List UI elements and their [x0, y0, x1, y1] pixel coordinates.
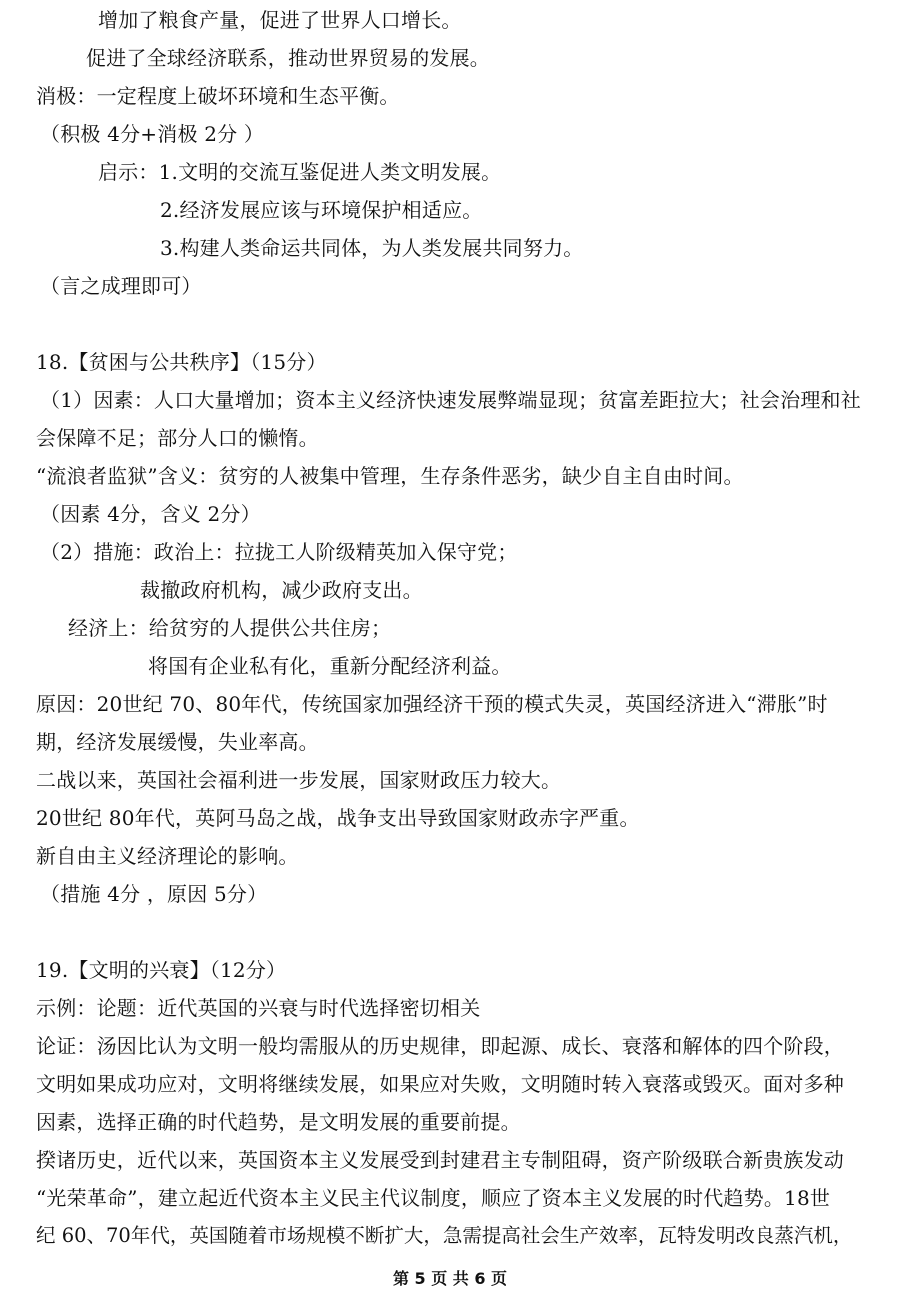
score-note: （因素 4分，含义 2分） [40, 502, 261, 526]
text-line: “光荣革命”，建立起近代资本主义民主代议制度，顺应了资本主义发展的时代趋势。18世 [36, 1186, 831, 1210]
text-line: 2.经济发展应该与环境保护相适应。 [160, 198, 483, 222]
text-line: 示例：论题：近代英国的兴衰与时代选择密切相关 [36, 996, 481, 1020]
text-line: 揆诸历史，近代以来，英国资本主义发展受到封建君主专制阻碍，资产阶级联合新贵族发动 [36, 1148, 844, 1172]
text-line: 3.构建人类命运共同体，为人类发展共同努力。 [160, 236, 584, 260]
text-line: （2）措施：政治上：拉拢工人阶级精英加入保守党； [40, 540, 518, 564]
score-note: （积极 4分+消极 2分 ） [40, 122, 265, 146]
text-line: “流浪者监狱”含义：贫穷的人被集中管理，生存条件恶劣，缺少自主自由时间。 [36, 464, 744, 488]
text-line: 二战以来，英国社会福利进一步发展，国家财政压力较大。 [36, 768, 562, 792]
text-line: 增加了粮食产量，促进了世界人口增长。 [98, 8, 462, 32]
text-line: 消极：一定程度上破坏环境和生态平衡。 [36, 84, 400, 108]
text-line: 纪 60、70年代，英国随着市场规模不断扩大，急需提高社会生产效率，瓦特发明改良蒸汽机， [36, 1224, 853, 1247]
text-line: 20世纪 80年代，英阿马岛之战，战争支出导致国家财政赤字严重。 [36, 806, 640, 830]
score-note: （言之成理即可） [40, 274, 202, 298]
text-line: 经济上：给贫穷的人提供公共住房； [68, 616, 392, 640]
text-line: 因素，选择正确的时代趋势，是文明发展的重要前提。 [36, 1110, 521, 1134]
text-line: 将国有企业私有化，重新分配经济利益。 [148, 654, 512, 678]
text-line: 期，经济发展缓慢，失业率高。 [36, 730, 319, 754]
text-line: 会保障不足；部分人口的懒惰。 [36, 426, 319, 450]
text-line: 新自由主义经济理论的影响。 [36, 844, 299, 868]
question-title-19: 19.【文明的兴衰】（12分） [36, 958, 287, 982]
text-line: （1）因素：人口大量增加；资本主义经济快速发展弊端显现；贫富差距拉大；社会治理和社 [40, 388, 861, 412]
question-title-18: 18.【贫困与公共秩序】（15分） [36, 350, 327, 374]
page-number-footer: 第 5 页 共 6 页 [392, 1269, 508, 1288]
text-line: 论证：汤因比认为文明一般均需服从的历史规律，即起源、成长、衰落和解体的四个阶段， [36, 1034, 844, 1058]
text-line: 启示：1.文明的交流互鉴促进人类文明发展。 [98, 160, 502, 184]
text-line: 裁撤政府机构，减少政府支出。 [140, 578, 423, 602]
text-line: 文明如果成功应对，文明将继续发展，如果应对失败，文明随时转入衰落或毁灭。面对多种 [36, 1072, 844, 1096]
text-line: 原因：20世纪 70、80年代，传统国家加强经济干预的模式失灵，英国经济进入“滞胀”时 [36, 692, 828, 716]
score-note: （措施 4分 ，原因 5分） [40, 882, 268, 906]
text-line: 促进了全球经济联系，推动世界贸易的发展。 [86, 46, 490, 70]
